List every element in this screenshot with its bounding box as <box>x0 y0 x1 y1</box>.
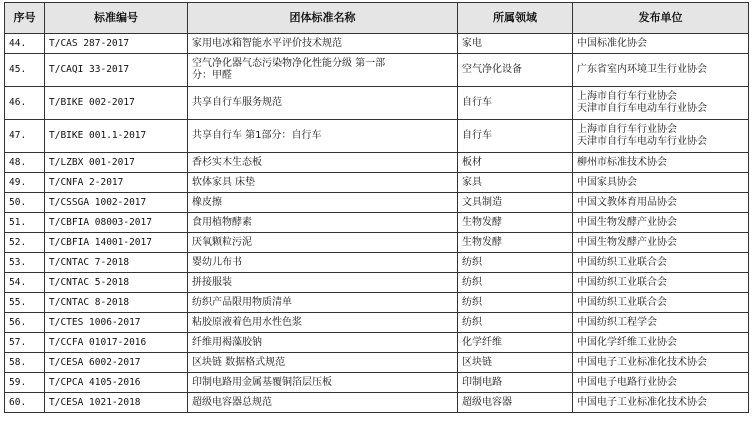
cell-standard-code: T/CTES 1006-2017 <box>45 313 188 333</box>
cell-index: 60. <box>5 393 45 413</box>
cell-issuer <box>573 87 749 120</box>
cell-standard-name-line: 空气净化器气态污染物净化性能分级 第一部 <box>192 58 386 69</box>
cell-issuer-line: 中国标准化协会 <box>577 37 647 49</box>
cell-index: 45. <box>5 54 45 87</box>
cell-standard-name <box>188 273 458 293</box>
cell-standard-name <box>188 293 458 313</box>
cell-standard-code: T/CAS 287-2017 <box>45 34 188 54</box>
table-row <box>5 353 749 373</box>
cell-index: 59. <box>5 373 45 393</box>
cell-standard-name-line: 纺织产品限用物质清单 <box>192 296 292 308</box>
cell-issuer <box>573 393 749 413</box>
cell-issuer <box>573 313 749 333</box>
cell-issuer <box>573 34 749 54</box>
cell-field: 印制电路 <box>458 373 573 393</box>
cell-standard-code: T/LZBX 001-2017 <box>45 153 188 173</box>
cell-standard-code: T/BIKE 001.1-2017 <box>45 120 188 153</box>
cell-standard-name-line: 共享自行车 第1部分：自行车 <box>192 130 322 141</box>
table-row <box>5 333 749 353</box>
table-row <box>5 34 749 54</box>
cell-field: 空气净化设备 <box>458 54 573 87</box>
cell-index: 49. <box>5 173 45 193</box>
cell-standard-name <box>188 54 458 87</box>
cell-standard-code: T/CNTAC 7-2018 <box>45 253 188 273</box>
table-row <box>5 153 749 173</box>
cell-standard-name-line: 厌氧颗粒污泥 <box>192 236 252 248</box>
cell-standard-name <box>188 213 458 233</box>
cell-issuer-line: 柳州市标准技术协会 <box>577 156 667 168</box>
cell-issuer <box>573 293 749 313</box>
cell-index: 54. <box>5 273 45 293</box>
cell-field: 板材 <box>458 153 573 173</box>
cell-issuer-line: 上海市自行车行业协会 <box>577 124 677 135</box>
cell-standard-code: T/CESA 1021-2018 <box>45 393 188 413</box>
table-row <box>5 293 749 313</box>
cell-standard-code: T/CBFIA 14001-2017 <box>45 233 188 253</box>
cell-index: 53. <box>5 253 45 273</box>
cell-issuer <box>573 233 749 253</box>
cell-field: 化学纤维 <box>458 333 573 353</box>
cell-standard-name-line: 拼接服装 <box>192 276 232 288</box>
cell-issuer <box>573 213 749 233</box>
table-row <box>5 313 749 333</box>
table-row <box>5 173 749 193</box>
cell-issuer <box>573 253 749 273</box>
cell-standard-name <box>188 34 458 54</box>
table-row <box>5 213 749 233</box>
cell-index: 50. <box>5 193 45 213</box>
header-issuer: 发布单位 <box>573 3 749 34</box>
cell-field: 纺织 <box>458 313 573 333</box>
cell-issuer-line: 天津市自行车电动车行业协会 <box>577 103 707 114</box>
cell-standard-name <box>188 253 458 273</box>
cell-issuer-line: 中国文教体育用品协会 <box>577 196 677 208</box>
cell-issuer-line: 中国电子电路行业协会 <box>577 376 677 388</box>
cell-issuer-line: 中国纺织工业联合会 <box>577 256 667 268</box>
cell-standard-name-line: 纤维用褐藻胶钠 <box>192 336 262 348</box>
table-row <box>5 120 749 153</box>
table-row <box>5 87 749 120</box>
table-body <box>5 34 749 413</box>
cell-standard-name <box>188 233 458 253</box>
cell-index: 58. <box>5 353 45 373</box>
cell-index: 51. <box>5 213 45 233</box>
cell-issuer-line: 中国纺织工业联合会 <box>577 296 667 308</box>
cell-index: 48. <box>5 153 45 173</box>
cell-issuer-line: 上海市自行车行业协会 <box>577 91 677 102</box>
cell-issuer <box>573 333 749 353</box>
header-standard-code: 标准编号 <box>45 3 188 34</box>
cell-issuer-line: 中国生物发酵产业协会 <box>577 236 677 248</box>
cell-standard-code: T/CNFA 2-2017 <box>45 173 188 193</box>
table-row <box>5 273 749 293</box>
cell-field: 文具制造 <box>458 193 573 213</box>
cell-field: 纺织 <box>458 273 573 293</box>
cell-standard-code: T/CCFA 01017-2016 <box>45 333 188 353</box>
cell-index: 57. <box>5 333 45 353</box>
table-row <box>5 253 749 273</box>
cell-standard-name-line: 软体家具 床垫 <box>192 176 256 188</box>
cell-index: 56. <box>5 313 45 333</box>
cell-issuer-line: 广东省室内环境卫生行业协会 <box>577 64 707 75</box>
cell-index: 52. <box>5 233 45 253</box>
table-row <box>5 193 749 213</box>
cell-standard-name-line: 婴幼儿布书 <box>192 256 242 268</box>
table-row <box>5 393 749 413</box>
cell-standard-name <box>188 393 458 413</box>
cell-field: 超级电容器 <box>458 393 573 413</box>
cell-issuer <box>573 273 749 293</box>
cell-issuer-line: 中国纺织工业联合会 <box>577 276 667 288</box>
cell-standard-code: T/CPCA 4105-2016 <box>45 373 188 393</box>
table-row <box>5 233 749 253</box>
cell-standard-name-line: 家用电冰箱智能水平评价技术规范 <box>192 37 342 49</box>
cell-standard-name-line: 分：甲醛 <box>192 70 232 81</box>
cell-index: 55. <box>5 293 45 313</box>
cell-field: 纺织 <box>458 293 573 313</box>
cell-standard-name-line: 粘胶原液着色用水性色浆 <box>192 316 302 328</box>
cell-standard-name-line: 香杉实木生态板 <box>192 156 262 168</box>
standards-table <box>4 2 749 413</box>
cell-standard-name-line: 共享自行车服务规范 <box>192 97 282 108</box>
cell-standard-name <box>188 313 458 333</box>
table-row <box>5 373 749 393</box>
cell-issuer <box>573 153 749 173</box>
cell-field: 自行车 <box>458 87 573 120</box>
cell-standard-code: T/CESA 6002-2017 <box>45 353 188 373</box>
cell-index: 47. <box>5 120 45 153</box>
cell-field: 自行车 <box>458 120 573 153</box>
cell-standard-code: T/CNTAC 5-2018 <box>45 273 188 293</box>
cell-issuer <box>573 173 749 193</box>
cell-standard-name <box>188 87 458 120</box>
cell-standard-name-line: 印制电路用金属基覆铜箔层压板 <box>192 376 332 388</box>
cell-issuer-line: 中国纺织工程学会 <box>577 316 657 328</box>
cell-standard-code: T/CBFIA 08003-2017 <box>45 213 188 233</box>
standards-table-container <box>4 2 748 413</box>
cell-standard-name <box>188 193 458 213</box>
cell-field: 家电 <box>458 34 573 54</box>
cell-index: 44. <box>5 34 45 54</box>
header-field: 所属领域 <box>458 3 573 34</box>
cell-standard-name <box>188 173 458 193</box>
cell-standard-code: T/CAQI 33-2017 <box>45 54 188 87</box>
cell-standard-name <box>188 353 458 373</box>
cell-standard-name <box>188 153 458 173</box>
cell-field: 纺织 <box>458 253 573 273</box>
cell-field: 区块链 <box>458 353 573 373</box>
cell-issuer <box>573 120 749 153</box>
cell-standard-name-line: 超级电容器总规范 <box>192 396 272 408</box>
header-index: 序号 <box>5 3 45 34</box>
cell-field: 生物发酵 <box>458 233 573 253</box>
cell-standard-name <box>188 373 458 393</box>
cell-issuer-line: 中国家具协会 <box>577 176 637 188</box>
cell-issuer-line: 中国电子工业标准化技术协会 <box>577 356 707 368</box>
cell-standard-code: T/BIKE 002-2017 <box>45 87 188 120</box>
header-standard-name: 团体标准名称 <box>188 3 458 34</box>
cell-issuer-line: 中国生物发酵产业协会 <box>577 216 677 228</box>
cell-issuer <box>573 193 749 213</box>
cell-index: 46. <box>5 87 45 120</box>
table-header-row <box>5 3 749 34</box>
cell-issuer <box>573 373 749 393</box>
cell-issuer <box>573 353 749 373</box>
cell-issuer-line: 中国化学纤维工业协会 <box>577 336 677 348</box>
cell-field: 生物发酵 <box>458 213 573 233</box>
cell-standard-code: T/CSSGA 1002-2017 <box>45 193 188 213</box>
cell-issuer <box>573 54 749 87</box>
cell-field: 家具 <box>458 173 573 193</box>
cell-standard-name-line: 橡皮擦 <box>192 196 222 208</box>
cell-issuer-line: 中国电子工业标准化技术协会 <box>577 396 707 408</box>
cell-standard-name-line: 食用植物酵素 <box>192 216 252 228</box>
cell-issuer-line: 天津市自行车电动车行业协会 <box>577 136 707 147</box>
cell-standard-name <box>188 333 458 353</box>
cell-standard-name <box>188 120 458 153</box>
cell-standard-code: T/CNTAC 8-2018 <box>45 293 188 313</box>
cell-standard-name-line: 区块链 数据格式规范 <box>192 356 286 368</box>
table-row <box>5 54 749 87</box>
